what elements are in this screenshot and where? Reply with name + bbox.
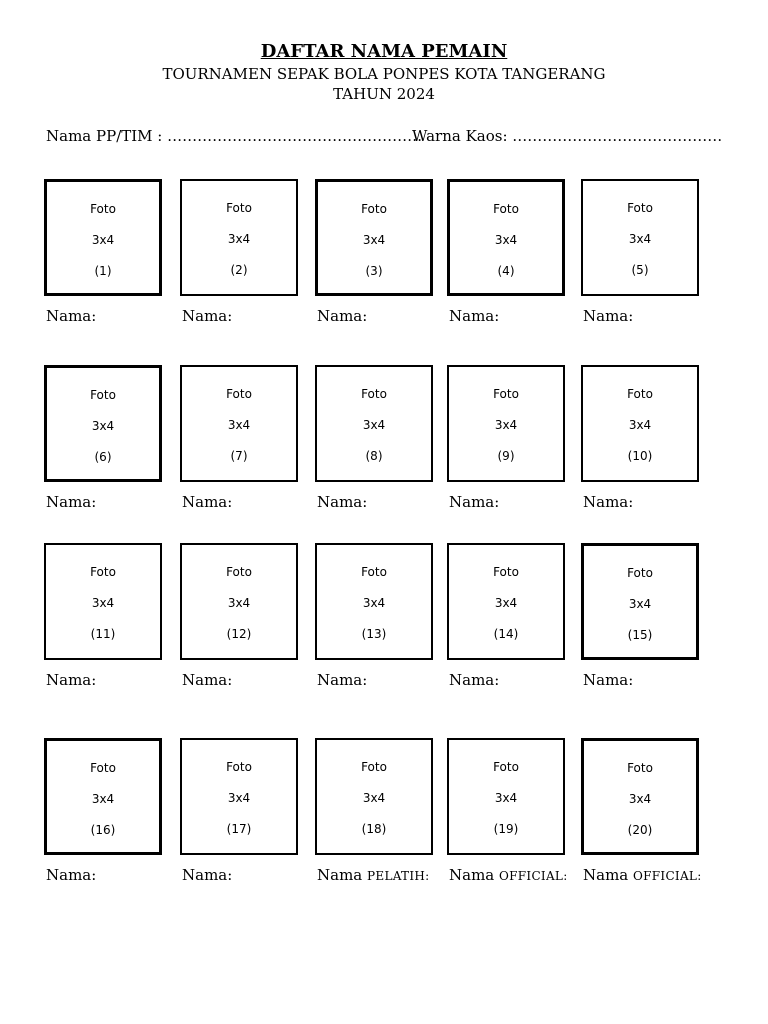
- photo-caption: Foto: [493, 760, 519, 774]
- name-label-text: Nama:: [449, 307, 500, 325]
- photo-number: (18): [361, 822, 387, 836]
- name-label: [182, 306, 232, 326]
- name-label: [449, 865, 568, 886]
- photo-size: 3x4: [227, 791, 251, 805]
- photo-size: 3x4: [91, 596, 115, 610]
- photo-size: 3x4: [91, 233, 115, 247]
- name-label-text: Nama:: [182, 307, 233, 325]
- photo-number: (7): [230, 449, 248, 463]
- document-title: DAFTAR NAMA PEMAIN: [260, 41, 508, 62]
- name-label: [583, 670, 633, 690]
- photo-caption: Foto: [493, 565, 519, 579]
- name-label: [317, 306, 367, 326]
- photo-placeholder: [315, 365, 433, 482]
- photo-number: (9): [497, 449, 515, 463]
- photo-size: 3x4: [628, 418, 652, 432]
- photo-number: (11): [90, 627, 116, 641]
- photo-placeholder: [180, 738, 298, 855]
- photo-size: 3x4: [494, 233, 518, 247]
- photo-placeholder: [447, 365, 565, 482]
- document-subtitle: TOURNAMEN SEPAK BOLA PONPES KOTA TANGERANG: [162, 65, 606, 83]
- document-header: [0, 40, 768, 104]
- photo-placeholder: [581, 543, 699, 660]
- photo-size: 3x4: [362, 233, 386, 247]
- name-label-text: Nama:: [46, 493, 97, 511]
- name-label: [583, 865, 702, 886]
- photo-caption: Foto: [90, 202, 116, 216]
- name-label: [182, 670, 232, 690]
- name-label: [46, 670, 96, 690]
- name-label-text: Nama:: [46, 671, 97, 689]
- photo-caption: Foto: [361, 760, 387, 774]
- photo-number: (2): [230, 263, 248, 277]
- name-label-text: Nama:: [583, 493, 634, 511]
- name-label-text: Nama:: [182, 493, 233, 511]
- name-label: [317, 670, 367, 690]
- photo-placeholder: [581, 365, 699, 482]
- name-label: [182, 492, 232, 512]
- photo-placeholder: [180, 543, 298, 660]
- photo-caption: Foto: [226, 387, 252, 401]
- photo-caption: Foto: [627, 566, 653, 580]
- photo-caption: Foto: [493, 202, 519, 216]
- name-label-text: Nama:: [583, 671, 634, 689]
- photo-placeholder: [44, 543, 162, 660]
- photo-placeholder: [180, 179, 298, 296]
- name-label-text: Nama:: [46, 866, 97, 884]
- name-label: [317, 492, 367, 512]
- photo-size: 3x4: [628, 232, 652, 246]
- photo-number: (3): [365, 264, 383, 278]
- photo-number: (10): [627, 449, 653, 463]
- name-label: [46, 306, 96, 326]
- name-label-text: Nama: [317, 866, 368, 884]
- photo-number: (15): [627, 628, 653, 642]
- photo-caption: Foto: [90, 388, 116, 402]
- name-label: [449, 492, 499, 512]
- name-label: [583, 492, 633, 512]
- photo-size: 3x4: [227, 596, 251, 610]
- photo-size: 3x4: [227, 418, 251, 432]
- name-label-text: Nama:: [583, 307, 634, 325]
- photo-size: 3x4: [494, 596, 518, 610]
- photo-size: 3x4: [91, 419, 115, 433]
- name-label-text: Nama:: [449, 493, 500, 511]
- photo-caption: Foto: [90, 565, 116, 579]
- photo-caption: Foto: [627, 201, 653, 215]
- photo-number: (19): [493, 822, 519, 836]
- photo-number: (13): [361, 627, 387, 641]
- photo-number: (4): [497, 264, 515, 278]
- photo-size: 3x4: [494, 791, 518, 805]
- photo-size: 3x4: [628, 597, 652, 611]
- photo-caption: Foto: [90, 761, 116, 775]
- name-label-text: Nama: [449, 866, 500, 884]
- photo-caption: Foto: [361, 565, 387, 579]
- photo-size: 3x4: [91, 792, 115, 806]
- photo-caption: Foto: [226, 565, 252, 579]
- photo-number: (16): [90, 823, 116, 837]
- photo-size: 3x4: [362, 596, 386, 610]
- photo-number: (12): [226, 627, 252, 641]
- photo-placeholder: [315, 179, 433, 296]
- photo-caption: Foto: [226, 760, 252, 774]
- name-label-text: Nama:: [449, 671, 500, 689]
- photo-size: 3x4: [227, 232, 251, 246]
- name-label-text: Nama:: [182, 671, 233, 689]
- photo-number: (6): [94, 450, 112, 464]
- name-label: [46, 492, 96, 512]
- name-label: [182, 865, 232, 885]
- photo-placeholder: [581, 179, 699, 296]
- photo-caption: Foto: [627, 387, 653, 401]
- photo-caption: Foto: [361, 387, 387, 401]
- photo-number: (8): [365, 449, 383, 463]
- name-label-text: Nama:: [46, 307, 97, 325]
- name-label-role: OFFICIAL:: [499, 869, 568, 883]
- name-label-text: Nama: [583, 866, 634, 884]
- name-label: [46, 865, 96, 885]
- photo-placeholder: [315, 738, 433, 855]
- photo-placeholder: [581, 738, 699, 855]
- photo-number: (14): [493, 627, 519, 641]
- photo-number: (17): [226, 822, 252, 836]
- photo-caption: Foto: [361, 202, 387, 216]
- name-label-text: Nama:: [317, 307, 368, 325]
- team-name-field: Nama PP/TIM : ……………………………………………: [46, 127, 423, 145]
- photo-placeholder: [447, 738, 565, 855]
- name-label-text: Nama:: [317, 493, 368, 511]
- photo-size: 3x4: [362, 418, 386, 432]
- name-label-role: PELATIH:: [367, 869, 430, 883]
- name-label: [583, 306, 633, 326]
- photo-placeholder: [44, 738, 162, 855]
- name-label-text: Nama:: [182, 866, 233, 884]
- photo-placeholder: [447, 179, 565, 296]
- photo-placeholder: [447, 543, 565, 660]
- photo-number: (20): [627, 823, 653, 837]
- photo-placeholder: [315, 543, 433, 660]
- name-label-text: Nama:: [317, 671, 368, 689]
- photo-size: 3x4: [362, 791, 386, 805]
- photo-caption: Foto: [226, 201, 252, 215]
- photo-placeholder: [44, 179, 162, 296]
- photo-size: 3x4: [494, 418, 518, 432]
- photo-size: 3x4: [628, 792, 652, 806]
- photo-caption: Foto: [627, 761, 653, 775]
- name-label: [449, 306, 499, 326]
- photo-placeholder: [180, 365, 298, 482]
- photo-number: (1): [94, 264, 112, 278]
- photo-placeholder: [44, 365, 162, 482]
- photo-caption: Foto: [493, 387, 519, 401]
- photo-number: (5): [631, 263, 649, 277]
- name-label: [449, 670, 499, 690]
- shirt-color-field: Warna Kaos: ……………………………………: [412, 127, 723, 145]
- name-label: [317, 865, 429, 886]
- name-label-role: OFFICIAL:: [633, 869, 702, 883]
- document-year: TAHUN 2024: [333, 85, 435, 103]
